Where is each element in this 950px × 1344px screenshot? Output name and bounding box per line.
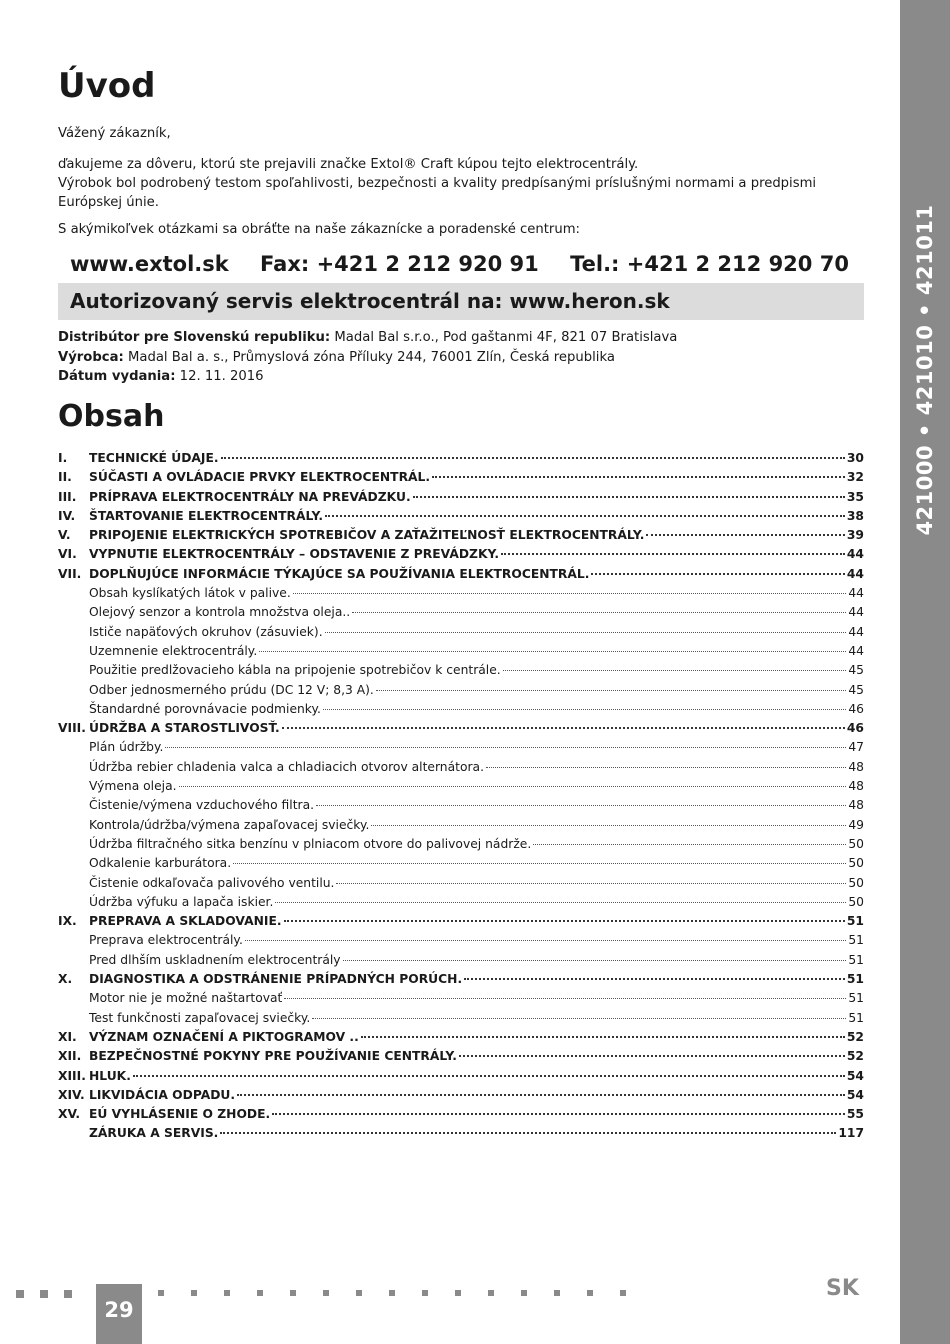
toc-entry-page: 54	[846, 1068, 864, 1083]
toc-leader-dots	[179, 786, 847, 787]
toc-entry-page: 44	[846, 547, 864, 562]
toc-entry-label: Údržba filtračného sitka benzínu v plniacom otvore do palivovej nádrže.	[89, 836, 532, 851]
toc-entry-page: 51	[848, 933, 864, 948]
toc-entry-page: 44	[848, 643, 864, 658]
toc-entry-label: ÚDRŽBA A STAROSTLIVOSŤ.	[89, 721, 280, 736]
toc-leader-dots	[237, 1094, 845, 1096]
toc-entry[interactable]	[58, 1028, 864, 1047]
toc-entry-page: 35	[846, 489, 864, 504]
toc-entry-label: ŠTARTOVANIE ELEKTROCENTRÁLY.	[89, 508, 324, 523]
toc-entry[interactable]	[58, 931, 864, 950]
toc-leader-dots	[503, 670, 847, 671]
distributor-label: Distribútor pre Slovenskú republiku:	[58, 330, 331, 345]
toc-leader-dots	[343, 960, 847, 961]
toc-entry-label: HLUK.	[89, 1068, 131, 1083]
toc-entry-label: Olejový senzor a kontrola množstva oleja..	[89, 605, 351, 620]
toc-entry-label: DOPLŇUJÚCE INFORMÁCIE TÝKAJÚCE SA POUŽÍVANIA ELEKTROCENTRÁL.	[89, 566, 590, 581]
service-banner	[58, 283, 864, 320]
toc-entry[interactable]	[58, 835, 864, 854]
toc-entry-label: VYPNUTIE ELEKTROCENTRÁLY – ODSTAVENIE Z PREVÁDZKY.	[89, 547, 500, 562]
toc-entry-page: 45	[848, 682, 864, 697]
square-icon	[64, 1290, 72, 1298]
toc-entry-page: 39	[846, 528, 864, 543]
toc-entry[interactable]	[58, 1067, 864, 1086]
toc-leader-dots	[486, 767, 846, 768]
toc-entry-number: I.	[58, 451, 68, 465]
toc-entry[interactable]	[58, 777, 864, 796]
toc-entry-number: XV.	[58, 1107, 81, 1122]
toc-entry-page: 51	[848, 952, 864, 967]
date-value: 12. 11. 2016	[175, 369, 264, 384]
square-icon	[191, 1290, 197, 1296]
toc-leader-dots	[432, 476, 845, 478]
square-icon	[224, 1290, 230, 1296]
square-icon	[455, 1290, 461, 1296]
toc-entry-page: 52	[846, 1029, 864, 1044]
square-icon	[356, 1290, 362, 1296]
square-icon	[488, 1290, 494, 1296]
toc-entry-page: 52	[846, 1049, 864, 1064]
toc-entry-label: Obsah kyslíkatých látok v palive.	[89, 586, 291, 601]
toc-entry-number: X.	[58, 972, 73, 987]
toc-title: Obsah	[58, 399, 165, 434]
toc-entry-number: XII.	[58, 1049, 82, 1064]
model-numbers: 421000 • 421010 • 421011	[913, 204, 937, 536]
square-icon	[323, 1290, 329, 1296]
intro-line-1: ďakujeme za dôveru, ktorú ste prejavili značke Extol® Craft kúpou tejto elektrocentrály.	[58, 157, 639, 172]
toc-entry-label: Štandardné porovnávacie podmienky.	[89, 701, 321, 716]
toc-entry[interactable]	[58, 623, 864, 642]
toc-entry[interactable]	[58, 700, 864, 719]
toc-entry[interactable]	[58, 526, 864, 545]
fax-number: Fax: +421 2 212 920 91	[260, 252, 539, 276]
toc-entry-label: TECHNICKÉ ÚDAJE.	[89, 451, 219, 465]
toc-entry[interactable]	[58, 507, 864, 526]
square-icon	[40, 1290, 48, 1298]
toc-entry-label: PRÍPRAVA ELEKTROCENTRÁLY NA PREVÁDZKU.	[89, 489, 411, 504]
toc-entry[interactable]	[58, 970, 864, 989]
square-icon	[389, 1290, 395, 1296]
toc-leader-dots	[533, 844, 846, 845]
date-label: Dátum vydania:	[58, 369, 176, 384]
toc-leader-dots	[325, 515, 845, 517]
toc-leader-dots	[352, 612, 846, 613]
toc-leader-dots	[282, 727, 845, 729]
toc-entry-page: 46	[848, 701, 864, 716]
toc-entry[interactable]	[58, 1124, 864, 1143]
toc-entry-label: BEZPEČNOSTNÉ POKYNY PRE POUŽÍVANIE CENTRÁLY.	[89, 1049, 457, 1064]
toc-leader-dots	[336, 883, 846, 884]
toc-entry-number: IX.	[58, 914, 77, 929]
toc-entry-number: V.	[58, 528, 71, 543]
toc-entry[interactable]	[58, 951, 864, 970]
toc-entry-page: 48	[848, 779, 864, 794]
manufacturer-label: Výrobca:	[58, 349, 124, 365]
toc-entry[interactable]	[58, 545, 864, 564]
toc-entry-page: 44	[848, 586, 864, 601]
toc-entry[interactable]	[58, 681, 864, 700]
toc-leader-dots	[259, 651, 846, 652]
toc-entry-label: EÚ VYHLÁSENIE O ZHODE.	[89, 1107, 271, 1122]
toc-leader-dots	[293, 593, 847, 594]
toc-entry-page: 50	[848, 836, 864, 851]
toc-leader-dots	[459, 1055, 845, 1057]
square-icon	[158, 1290, 164, 1296]
toc-entry-label: ZÁRUKA A SERVIS.	[89, 1126, 219, 1141]
toc-leader-dots	[464, 978, 845, 980]
toc-entry-label: Výmena oleja.	[89, 779, 177, 794]
greeting: Vážený zákazník,	[58, 126, 171, 141]
toc-entry-label: Čistenie/výmena vzduchového filtra.	[89, 798, 315, 813]
toc-entry[interactable]	[58, 642, 864, 661]
toc-entry-label: Preprava elektrocentrály.	[89, 933, 243, 948]
table-of-contents	[58, 449, 864, 1144]
toc-entry-page: 51	[846, 914, 864, 929]
toc-entry-page: 50	[848, 856, 864, 871]
toc-entry-page: 44	[846, 566, 864, 581]
manufacturer-value: Madal Bal a. s., Průmyslová zóna Příluky 244, 76001 Zlín, Česká republika	[123, 349, 615, 365]
toc-entry-page: 49	[848, 817, 864, 832]
toc-leader-dots	[272, 1113, 845, 1115]
toc-entry-label: PREPRAVA A SKLADOVANIE.	[89, 914, 282, 929]
intro-paragraph	[58, 155, 858, 212]
toc-entry-label: Pred dlhším uskladnením elektrocentrály	[89, 952, 341, 967]
toc-entry[interactable]	[58, 584, 864, 603]
toc-entry-label: Čistenie odkaľovača palivového ventilu.	[89, 875, 335, 890]
toc-entry-label: SÚČASTI A OVLÁDACIE PRVKY ELEKTROCENTRÁL.	[89, 470, 431, 485]
toc-entry-label: Ističe napäťových okruhov (zásuviek).	[89, 624, 323, 639]
phone-number: Tel.: +421 2 212 920 70	[570, 252, 849, 276]
square-icon	[290, 1290, 296, 1296]
toc-entry-label: Odber jednosmerného prúdu (DC 12 V; 8,3 A).	[89, 682, 374, 697]
toc-entry-label: Test funkčnosti zapaľovacej sviečky.	[89, 1010, 311, 1025]
toc-entry-number: XI.	[58, 1029, 77, 1044]
toc-entry-label: Plán údržby.	[89, 740, 164, 755]
side-band	[900, 0, 950, 1344]
toc-entry-label: Údržba výfuku a lapača iskier.	[89, 894, 274, 909]
toc-entry-label: Použitie predlžovacieho kábla na pripojenie spotrebičov k centrále.	[89, 663, 501, 678]
toc-entry[interactable]	[58, 449, 864, 468]
toc-entry-page: 51	[848, 1010, 864, 1025]
toc-entry-page: 117	[838, 1126, 864, 1141]
toc-leader-dots	[245, 940, 846, 941]
toc-entry-page: 48	[848, 798, 864, 813]
toc-entry[interactable]	[58, 1047, 864, 1066]
toc-entry-label: Odkalenie karburátora.	[89, 856, 232, 871]
toc-entry-page: 48	[848, 759, 864, 774]
toc-entry-page: 30	[846, 451, 864, 465]
toc-entry[interactable]	[58, 874, 864, 893]
toc-entry[interactable]	[58, 912, 864, 931]
language-code: SK	[826, 1276, 859, 1301]
toc-entry-label: LIKVIDÁCIA ODPADU.	[89, 1087, 236, 1102]
toc-leader-dots	[501, 553, 845, 555]
toc-entry-page: 50	[848, 875, 864, 890]
toc-entry-label: Uzemnenie elektrocentrály.	[89, 643, 258, 658]
toc-entry-label: Údržba rebier chladenia valca a chladiacich otvorov alternátora.	[89, 759, 484, 774]
distributor-line	[58, 328, 677, 348]
page-number-box	[96, 1284, 142, 1344]
distributor-value: Madal Bal s.r.o., Pod gaštanmi 4F, 821 07 Bratislava	[330, 330, 678, 345]
toc-entry[interactable]	[58, 1086, 864, 1105]
page-number: 29	[104, 1298, 134, 1322]
toc-leader-dots	[284, 998, 846, 999]
toc-entry-label: VÝZNAM OZNAČENÍ A PIKTOGRAMOV ..	[89, 1029, 359, 1044]
service-banner-text: Autorizovaný servis elektrocentrál na: www.heron.sk	[70, 289, 670, 313]
toc-entry[interactable]	[58, 816, 864, 835]
toc-leader-dots	[325, 632, 847, 633]
toc-entry-page: 54	[846, 1087, 864, 1102]
toc-entry[interactable]	[58, 893, 864, 912]
intro-line-2: Výrobok bol podrobený testom spoľahlivosti, bezpečnosti a kvality predpísanými príslušnými normami a predpismi Európskej únie.	[58, 176, 817, 210]
toc-entry[interactable]	[58, 989, 864, 1008]
toc-entry-label: Motor nie je možné naštartovať	[89, 991, 283, 1006]
toc-entry[interactable]	[58, 738, 864, 757]
toc-leader-dots	[376, 690, 847, 691]
toc-entry[interactable]	[58, 758, 864, 777]
toc-entry[interactable]	[58, 603, 864, 622]
toc-entry-page: 51	[848, 991, 864, 1006]
footer-decoration-right	[158, 1290, 626, 1296]
toc-entry-number: VII.	[58, 566, 82, 581]
toc-entry-page: 44	[848, 605, 864, 620]
toc-entry-number: VI.	[58, 547, 77, 562]
square-icon	[620, 1290, 626, 1296]
toc-entry-label: DIAGNOSTIKA A ODSTRÁNENIE PRÍPADNÝCH PORÚCH.	[89, 972, 463, 987]
toc-entry[interactable]	[58, 661, 864, 680]
toc-entry-page: 55	[846, 1107, 864, 1122]
toc-leader-dots	[323, 709, 846, 710]
square-icon	[422, 1290, 428, 1296]
footer-decoration-left	[16, 1290, 72, 1298]
toc-leader-dots	[133, 1075, 845, 1077]
square-icon	[587, 1290, 593, 1296]
toc-leader-dots	[413, 496, 845, 498]
toc-entry-page: 51	[846, 972, 864, 987]
toc-entry-number: XIII.	[58, 1068, 86, 1083]
toc-entry[interactable]	[58, 854, 864, 873]
toc-leader-dots	[316, 805, 846, 806]
manufacturer-line	[58, 348, 677, 368]
toc-entry-page: 32	[846, 470, 864, 485]
toc-entry-number: II.	[58, 470, 72, 485]
toc-entry-page: 47	[848, 740, 864, 755]
date-line	[58, 367, 677, 387]
toc-entry[interactable]	[58, 565, 864, 584]
toc-entry-page: 38	[846, 508, 864, 523]
toc-entry-label: Kontrola/údržba/výmena zapaľovacej sviečky.	[89, 817, 370, 832]
toc-entry-number: IV.	[58, 508, 76, 523]
toc-entry-number: VIII.	[58, 721, 86, 736]
square-icon	[257, 1290, 263, 1296]
toc-entry-page: 46	[846, 721, 864, 736]
toc-entry-page: 50	[848, 894, 864, 909]
toc-entry-number: III.	[58, 489, 77, 504]
toc-entry[interactable]	[58, 1009, 864, 1028]
toc-entry[interactable]	[58, 1105, 864, 1124]
toc-leader-dots	[165, 747, 846, 748]
square-icon	[16, 1290, 24, 1298]
toc-entry[interactable]	[58, 488, 864, 507]
support-line: S akýmikoľvek otázkami sa obráťte na naše zákaznícke a poradenské centrum:	[58, 222, 580, 237]
toc-leader-dots	[361, 1036, 845, 1038]
toc-entry-page: 44	[848, 624, 864, 639]
toc-leader-dots	[275, 902, 846, 903]
publisher-info	[58, 328, 677, 387]
toc-leader-dots	[284, 920, 845, 922]
page-title: Úvod	[58, 66, 156, 106]
toc-entry[interactable]	[58, 796, 864, 815]
toc-entry-label: PRIPOJENIE ELEKTRICKÝCH SPOTREBIČOV A ZAŤAŽITEĽNOSŤ ELEKTROCENTRÁLY.	[89, 528, 645, 543]
toc-entry-number: XIV.	[58, 1087, 85, 1102]
toc-leader-dots	[591, 573, 844, 575]
toc-entry[interactable]	[58, 719, 864, 738]
contact-line	[70, 252, 873, 276]
toc-leader-dots	[371, 825, 846, 826]
toc-entry[interactable]	[58, 468, 864, 487]
square-icon	[554, 1290, 560, 1296]
toc-leader-dots	[233, 863, 846, 864]
toc-entry-page: 45	[848, 663, 864, 678]
toc-leader-dots	[646, 534, 845, 536]
square-icon	[521, 1290, 527, 1296]
website-link[interactable]: www.extol.sk	[70, 252, 229, 276]
toc-leader-dots	[221, 457, 845, 459]
toc-leader-dots	[220, 1132, 836, 1134]
toc-leader-dots	[312, 1018, 846, 1019]
